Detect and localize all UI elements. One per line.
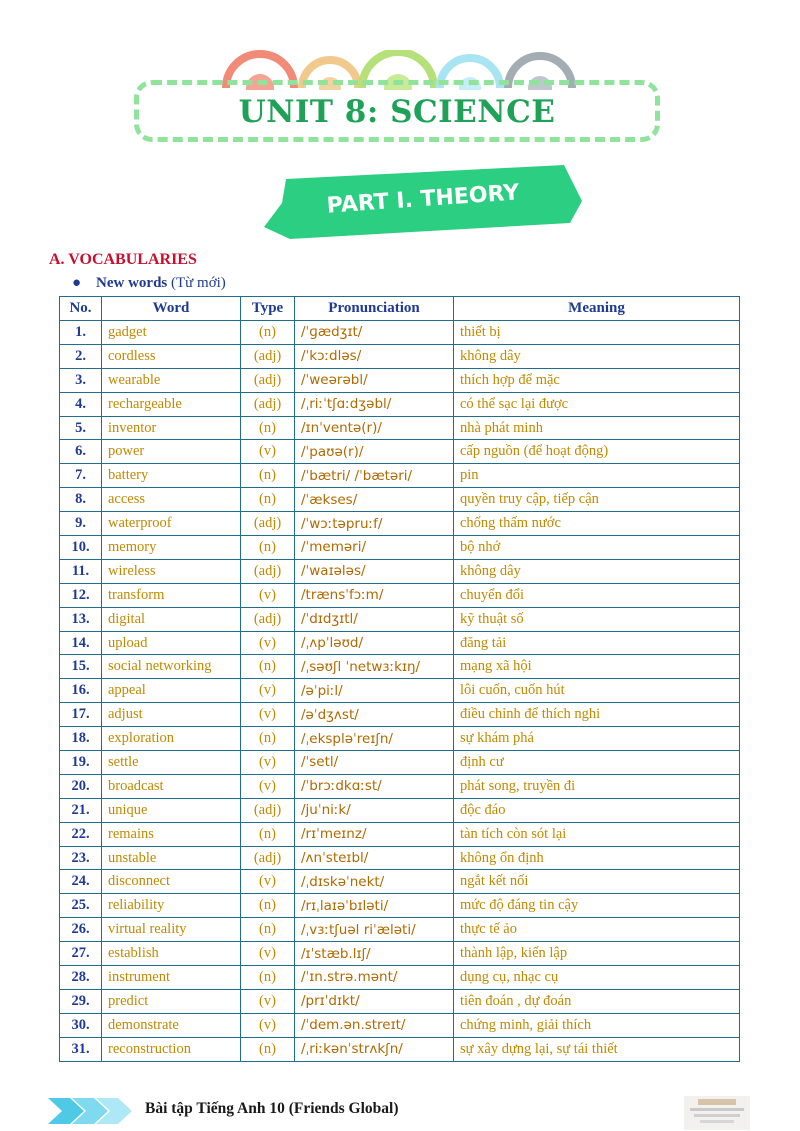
cell-type: (v) [241,679,295,703]
cell-pronunciation: /rɪˌlaɪəˈbɪləti/ [295,894,454,918]
part-ribbon [264,165,582,243]
unit-title: UNIT 8: SCIENCE [238,94,556,130]
header-no: No. [60,297,102,321]
cell-pronunciation: /əˈdʒʌst/ [295,703,454,727]
cell-no: 29. [60,989,102,1013]
cell-word: social networking [102,655,241,679]
section-heading: A. VOCABULARIES [49,251,197,268]
cell-no: 21. [60,798,102,822]
cell-pronunciation: /ˈdɪdʒɪtl/ [295,607,454,631]
cell-meaning: thiết bị [454,321,740,345]
header-word: Word [102,297,241,321]
cell-no: 8. [60,488,102,512]
table-row [60,607,740,631]
cell-no: 31. [60,1037,102,1061]
cell-no: 25. [60,894,102,918]
cell-word: unstable [102,846,241,870]
cell-word: virtual reality [102,918,241,942]
table-row [60,966,740,990]
cell-meaning: chống thấm nước [454,512,740,536]
cell-pronunciation: /ˈbrɔːdkɑːst/ [295,774,454,798]
cell-pronunciation: /ˈɡædʒɪt/ [295,321,454,345]
cell-no: 22. [60,822,102,846]
footer [48,1096,768,1126]
cell-no: 24. [60,870,102,894]
cell-meaning: đăng tải [454,631,740,655]
header-pronunciation: Pronunciation [295,297,454,321]
cell-pronunciation: /ˈækses/ [295,488,454,512]
cell-type: (v) [241,942,295,966]
cell-word: reconstruction [102,1037,241,1061]
table-row [60,703,740,727]
cell-pronunciation: /ˈpaʊə(r)/ [295,440,454,464]
cell-type: (v) [241,1013,295,1037]
cell-word: access [102,488,241,512]
table-row [60,918,740,942]
cell-pronunciation: /ˌriːˈtʃɑːdʒəbl/ [295,392,454,416]
cell-type: (adj) [241,559,295,583]
cell-type: (v) [241,989,295,1013]
cell-no: 12. [60,583,102,607]
cell-type: (v) [241,440,295,464]
cell-word: wireless [102,559,241,583]
cell-meaning: không dây [454,344,740,368]
table-row [60,798,740,822]
table-row [60,512,740,536]
cell-type: (n) [241,464,295,488]
table-row [60,727,740,751]
cell-pronunciation: /ɪˈstæb.lɪʃ/ [295,942,454,966]
cell-pronunciation: /ˈwɔːtəpruːf/ [295,512,454,536]
cell-type: (v) [241,631,295,655]
cell-meaning: không dây [454,559,740,583]
cell-meaning: thích hợp để mặc [454,368,740,392]
cell-type: (n) [241,416,295,440]
cell-no: 20. [60,774,102,798]
cell-no: 23. [60,846,102,870]
cell-no: 1. [60,321,102,345]
cell-no: 15. [60,655,102,679]
cell-meaning: sự khám phá [454,727,740,751]
cell-type: (adj) [241,512,295,536]
cell-type: (n) [241,655,295,679]
cell-word: rechargeable [102,392,241,416]
cell-type: (adj) [241,607,295,631]
cell-type: (n) [241,727,295,751]
cell-pronunciation: /juˈniːk/ [295,798,454,822]
cell-word: adjust [102,703,241,727]
cell-word: memory [102,536,241,560]
cell-meaning: chuyển đổi [454,583,740,607]
cell-word: wearable [102,368,241,392]
table-row [60,1037,740,1061]
table-row [60,321,740,345]
cell-pronunciation: /ˌʌpˈləʊd/ [295,631,454,655]
cell-word: unique [102,798,241,822]
cell-pronunciation: /ˈweərəbl/ [295,368,454,392]
cell-type: (adj) [241,344,295,368]
cell-type: (adj) [241,846,295,870]
cell-no: 27. [60,942,102,966]
cell-word: settle [102,751,241,775]
cell-type: (v) [241,751,295,775]
cell-word: disconnect [102,870,241,894]
cell-no: 2. [60,344,102,368]
cell-pronunciation: /ˈdem.ən.streɪt/ [295,1013,454,1037]
unit-banner [134,50,664,150]
cell-type: (v) [241,870,295,894]
cell-word: waterproof [102,512,241,536]
cell-pronunciation: /ˌriːkənˈstrʌkʃn/ [295,1037,454,1061]
table-row [60,655,740,679]
cell-meaning: chứng minh, giải thích [454,1013,740,1037]
cell-word: predict [102,989,241,1013]
header-type: Type [241,297,295,321]
table-row [60,846,740,870]
new-words-bullet [72,275,226,292]
cell-no: 19. [60,751,102,775]
table-row [60,464,740,488]
table-row [60,751,740,775]
publisher-logo [684,1096,750,1130]
header-meaning: Meaning [454,297,740,321]
cell-type: (n) [241,822,295,846]
cell-word: transform [102,583,241,607]
cell-pronunciation: /ˈsetl/ [295,751,454,775]
cell-no: 17. [60,703,102,727]
table-row [60,631,740,655]
cell-no: 7. [60,464,102,488]
cell-pronunciation: /ʌnˈsteɪbl/ [295,846,454,870]
table-row [60,1013,740,1037]
cell-pronunciation: /rɪˈmeɪnz/ [295,822,454,846]
cell-no: 4. [60,392,102,416]
cell-meaning: định cư [454,751,740,775]
cell-type: (n) [241,321,295,345]
cell-type: (n) [241,966,295,990]
cell-no: 26. [60,918,102,942]
cell-type: (v) [241,774,295,798]
cell-meaning: thành lập, kiến lập [454,942,740,966]
cell-no: 5. [60,416,102,440]
cell-meaning: cấp nguồn (để hoạt động) [454,440,740,464]
cell-pronunciation: /ˌvɜːtʃuəl riˈæləti/ [295,918,454,942]
table-row [60,440,740,464]
cell-no: 30. [60,1013,102,1037]
cell-word: exploration [102,727,241,751]
cell-word: broadcast [102,774,241,798]
cell-no: 10. [60,536,102,560]
table-row [60,870,740,894]
cell-no: 28. [60,966,102,990]
table-row [60,392,740,416]
cell-type: (v) [241,583,295,607]
cell-meaning: phát song, truyền đi [454,774,740,798]
cell-word: reliability [102,894,241,918]
cell-meaning: lôi cuốn, cuốn hút [454,679,740,703]
table-row [60,894,740,918]
arrow-chevrons-icon [48,1096,132,1126]
cell-meaning: bộ nhớ [454,536,740,560]
cell-pronunciation: /ˈwaɪələs/ [295,559,454,583]
cell-meaning: mạng xã hội [454,655,740,679]
cell-word: inventor [102,416,241,440]
cell-pronunciation: /ˈmeməri/ [295,536,454,560]
cell-word: power [102,440,241,464]
cell-type: (n) [241,488,295,512]
table-row [60,368,740,392]
table-row [60,774,740,798]
cell-meaning: sự xây dựng lại, sự tái thiết [454,1037,740,1061]
cell-meaning: kỹ thuật số [454,607,740,631]
cell-type: (v) [241,703,295,727]
cell-meaning: ngắt kết nối [454,870,740,894]
cell-type: (adj) [241,392,295,416]
cell-type: (adj) [241,368,295,392]
cell-pronunciation: /ˌdɪskəˈnekt/ [295,870,454,894]
table-row [60,679,740,703]
cell-meaning: mức độ đáng tin cậy [454,894,740,918]
table-row [60,559,740,583]
cell-no: 9. [60,512,102,536]
cell-no: 14. [60,631,102,655]
cell-meaning: tiên đoán , dự đoán [454,989,740,1013]
cell-type: (n) [241,894,295,918]
cell-pronunciation: /ˌekspləˈreɪʃn/ [295,727,454,751]
table-row [60,416,740,440]
cell-pronunciation: /ˌsəʊʃl ˈnetwɜːkɪŋ/ [295,655,454,679]
table-row [60,344,740,368]
cell-word: gadget [102,321,241,345]
cell-meaning: điều chỉnh để thích nghi [454,703,740,727]
table-header-row [60,297,740,321]
cell-word: appeal [102,679,241,703]
cell-meaning: độc đáo [454,798,740,822]
cell-type: (n) [241,536,295,560]
cell-meaning: thực tế ảo [454,918,740,942]
cell-word: battery [102,464,241,488]
cell-meaning: quyền truy cập, tiếp cận [454,488,740,512]
cell-word: instrument [102,966,241,990]
cell-pronunciation: /ˈɪn.strə.mənt/ [295,966,454,990]
bullet-dot-icon: ● [72,275,82,291]
cell-pronunciation: /ɪnˈventə(r)/ [295,416,454,440]
cell-pronunciation: /əˈpiːl/ [295,679,454,703]
cell-pronunciation: /ˈkɔːdləs/ [295,344,454,368]
cell-pronunciation: /prɪˈdɪkt/ [295,989,454,1013]
cell-pronunciation: /ˈbætri/ /ˈbætəri/ [295,464,454,488]
cell-meaning: dụng cụ, nhạc cụ [454,966,740,990]
cell-type: (n) [241,1037,295,1061]
cell-meaning: tàn tích còn sót lại [454,822,740,846]
part-title: PART I. THEORY [325,180,521,219]
cell-meaning: có thể sạc lại được [454,392,740,416]
cell-word: remains [102,822,241,846]
table-row [60,989,740,1013]
cell-no: 3. [60,368,102,392]
cell-meaning: nhà phát minh [454,416,740,440]
cell-type: (n) [241,918,295,942]
vocabulary-table [59,296,740,1062]
cell-no: 16. [60,679,102,703]
cell-no: 13. [60,607,102,631]
cell-word: upload [102,631,241,655]
cell-no: 18. [60,727,102,751]
cell-no: 6. [60,440,102,464]
cell-word: demonstrate [102,1013,241,1037]
bullet-label: New words [96,275,168,291]
cell-meaning: không ổn định [454,846,740,870]
table-row [60,822,740,846]
table-row [60,536,740,560]
cell-no: 11. [60,559,102,583]
table-row [60,488,740,512]
table-row [60,583,740,607]
cell-word: digital [102,607,241,631]
table-body [60,321,740,1062]
cell-pronunciation: /trænsˈfɔːm/ [295,583,454,607]
table-row [60,942,740,966]
book-title: Bài tập Tiếng Anh 10 (Friends Global) [145,1100,399,1117]
cell-type: (adj) [241,798,295,822]
bullet-sublabel: (Từ mới) [171,275,226,291]
cell-meaning: pin [454,464,740,488]
cell-word: cordless [102,344,241,368]
cell-word: establish [102,942,241,966]
